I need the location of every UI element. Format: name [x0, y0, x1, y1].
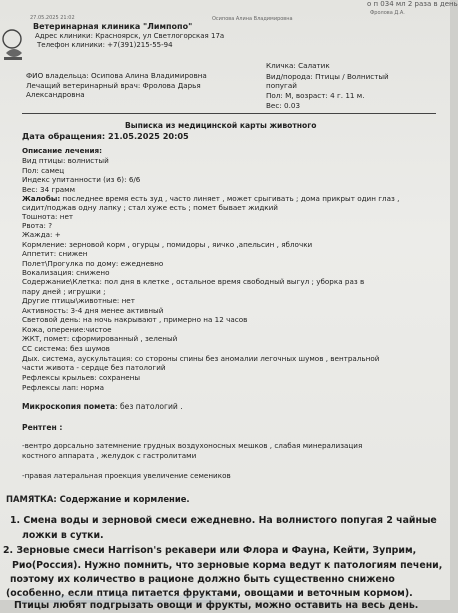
exam-wing-reflex: Рефлексы крыльев: сохранены — [22, 373, 141, 382]
exam-nausea: Тошнота: нет — [22, 212, 74, 221]
exam-others: Другие птицы\животные: нет — [22, 296, 135, 305]
memo-item2-l2: Рио(Россия). Нужно помнить, что зерновые корма ведут к патологиям печени, — [12, 560, 443, 571]
exam-vocal: Вокализация: снижено — [22, 268, 110, 277]
exam-vomit: Рвота: ? — [22, 221, 53, 230]
clinic-address: Адрес клиники: Красноярск, ул Светлогорская 17а — [35, 32, 225, 40]
exam-weight: Вес: 34 грамм — [22, 185, 76, 194]
exam-thirst: Жажда: + — [22, 230, 61, 239]
print-date: 27.05.2025 21:02 — [30, 15, 75, 21]
exam-resp-cont: части живота - сердце без патологий — [22, 363, 166, 372]
exam-resp: Дых. система, аускультация: со стороны спины без аномалии легочных шумов , вентральной — [22, 354, 380, 363]
exam-appetite: Аппетит: снижен — [22, 249, 88, 258]
xray-line3: -правая латеральная проекция увеличение семеников — [22, 471, 231, 480]
memo-item2: 2. Зерновые смеси Harrison's рекавери или Флора и Фауна, Кейти, Зуприм, — [3, 545, 417, 556]
pet-sex-age: Пол: М, возраст: 4 г. 11 м. — [266, 91, 365, 100]
complaints-text: последнее время есть зуд , часто линяет , может срыгивать ; дома прикрыт один глаз , — [60, 194, 400, 203]
exam-housing: Содержание\Клетка: пол дня в клетке , остальное время свободный выгул ; уборка раз в — [22, 277, 365, 286]
exam-gi: ЖКТ, помет: сформированный , зеленый — [22, 334, 178, 343]
exam-light: Световой день: на ночь накрывают , примерно на 12 часов — [22, 315, 248, 324]
vet-name: Лечащий ветеринарный врач: Фролова Дарья — [26, 81, 201, 90]
memo-item1-cont: ложки в сутки. — [22, 530, 104, 541]
xray-heading: Рентген : — [22, 423, 63, 432]
xray-line1: -вентро дорсально затемнение грудных воздухоносных мешков , слабая минерализация — [22, 441, 363, 450]
exam-activity: Активность: 3-4 дня менее активный — [22, 306, 164, 315]
memo-title: : Содержание и кормление. — [53, 494, 190, 504]
memo-item2-l5: Птицы любят подгрызать овощи и фрукты, можно оставить на весь день. — [14, 600, 419, 611]
pet-species: Вид/порода: Птицы / Волнистый — [266, 72, 389, 81]
exam-skin: Кожа, оперение:чистое — [22, 325, 112, 334]
vet-name-cont: Александровна — [26, 90, 85, 99]
exam-housing-cont: пару дней ; игрушки ; — [22, 287, 106, 296]
owner-name: ФИО владельца: Осипова Алина Владимировна — [26, 71, 207, 80]
exam-walk: Полет\Прогулка по дому: ежедневно — [22, 259, 164, 268]
record-title: Выписка из медицинской карты животного — [125, 121, 317, 130]
memo-item1: 1. Смена воды и зерновой смеси ежедневно. На волнистого попугая 2 чайные — [10, 515, 437, 526]
memo-item2-l3: поэтому их количество в рационе должно быть существенно снижено — [10, 574, 395, 585]
exam-species: Вид птицы: волнистый — [22, 156, 109, 165]
header-small-text: Фролова Д.А. — [370, 10, 405, 16]
exam-fatness: Индекс упитанности (из 6): 6/6 — [22, 175, 141, 184]
exam-paw-reflex: Рефлексы лап: норма — [22, 383, 105, 392]
memo-heading — [6, 494, 190, 504]
microscopy-value: : без патологий . — [115, 402, 183, 411]
clinic-name: Ветеринарная клиника "Лимпопо" — [33, 22, 193, 31]
handwritten-note: о п 034 мл 2 раза в день — [367, 0, 458, 8]
clinic-logo-icon — [0, 27, 28, 65]
exam-sex: Пол: самец — [22, 166, 65, 175]
pet-weight: Вес: 0.03 — [266, 101, 301, 110]
exam-feeding: Кормление: зерновой корм , огурцы , помидоры , яичко ,апельсин , яблочки — [22, 240, 313, 249]
exam-cv: СС система: без шумов — [22, 344, 110, 353]
microscopy-line — [22, 402, 183, 412]
memo-label: ПАМЯТКА — [6, 494, 54, 504]
pet-name: Кличка: Салатик — [266, 61, 330, 70]
clinic-phone: Телефон клиники: +7(391)215-55-94 — [37, 41, 173, 49]
treatment-heading: Описание лечения: — [22, 146, 103, 155]
visit-date: Дата обращения: 21.05.2025 20:05 — [22, 131, 189, 141]
stamp-mark — [20, 595, 220, 603]
divider — [22, 113, 436, 114]
complaints-label: Жалобы: — [22, 194, 61, 203]
microscopy-label: Микроскопия помета — [22, 402, 115, 411]
xray-line2: костного аппарата , желудок с гастролитами — [22, 451, 197, 460]
pet-species-cont: попугай — [266, 81, 297, 90]
owner-repeat-header: Осипова Алина Владимировна — [212, 16, 293, 22]
complaints-line2: сидит/поджав одну лапку ; стал хуже есть ; помет бывает жидкий — [22, 203, 278, 212]
memo-item2-l4: (особенно, если птица питается фруктами, овощами и веточным кормом). — [6, 588, 413, 599]
